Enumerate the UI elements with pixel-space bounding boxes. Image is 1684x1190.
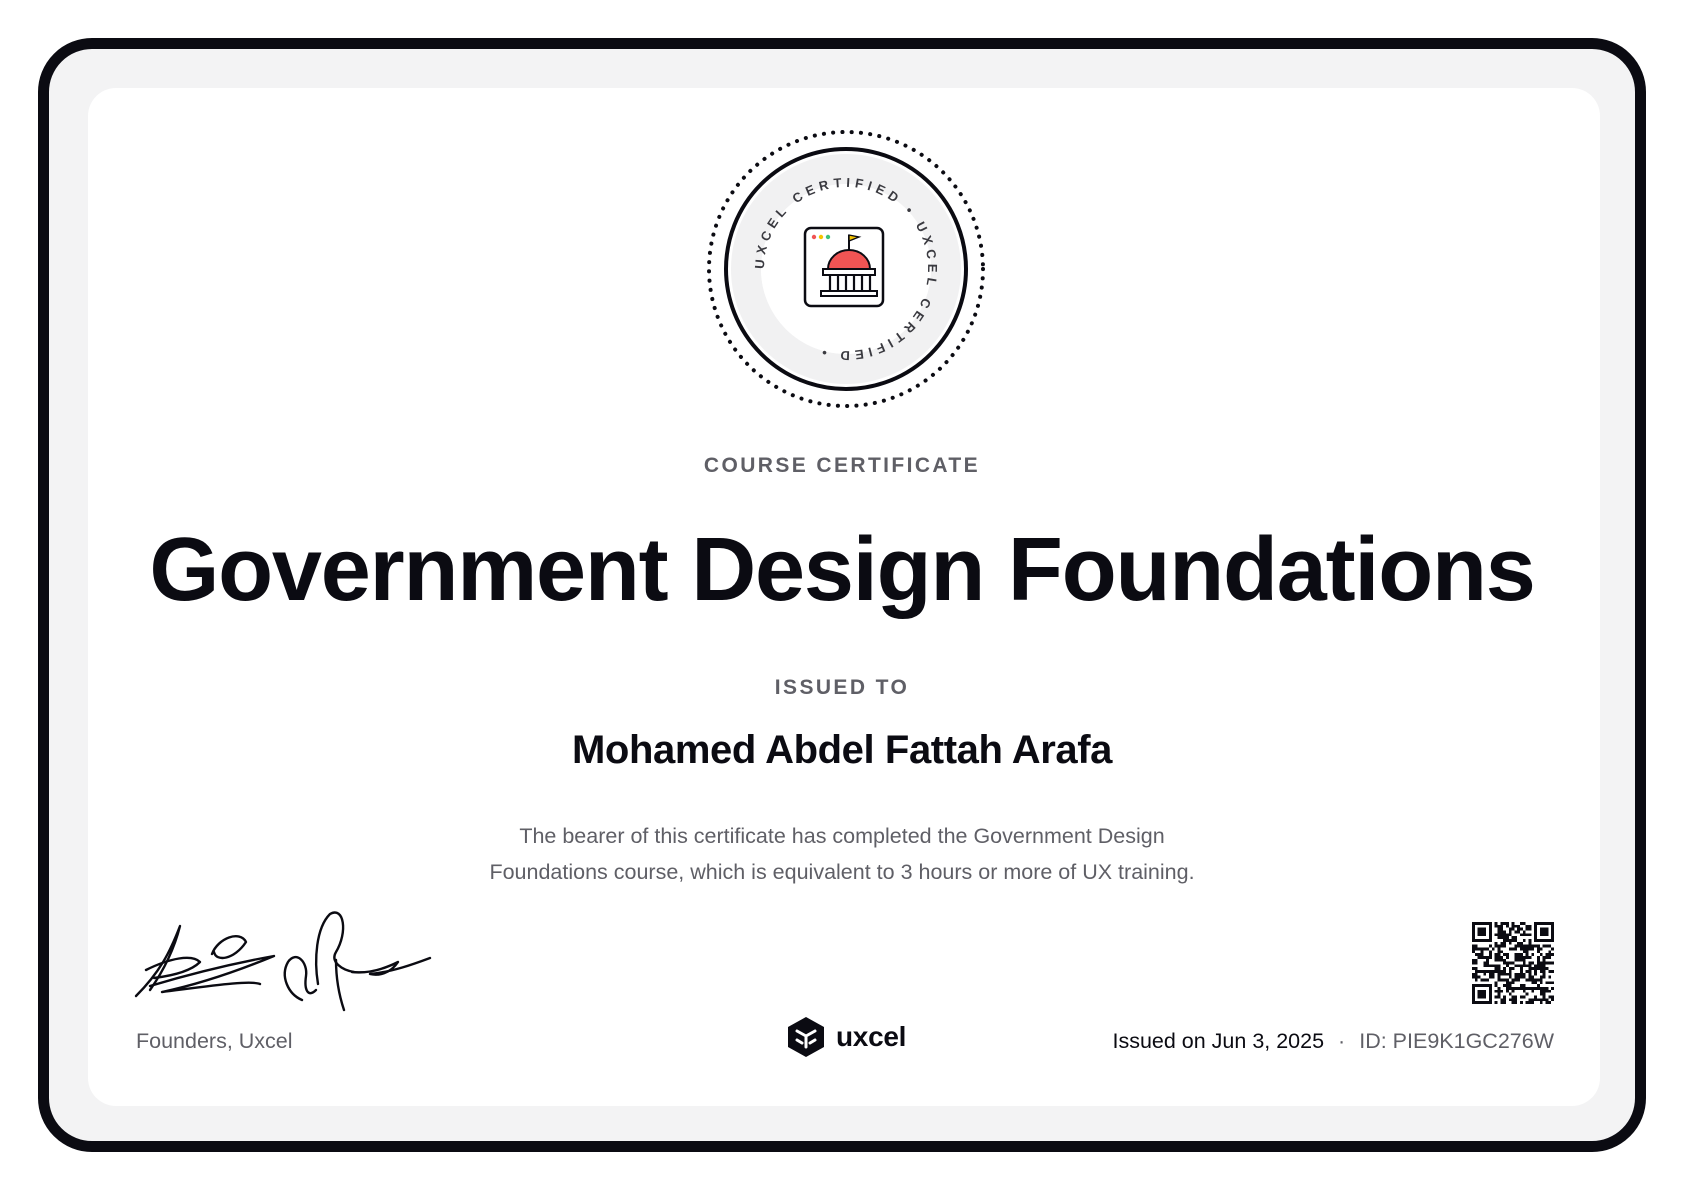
certified-seal-icon [704,127,988,411]
signature-icon [130,900,436,1012]
description-line: Foundations course, which is equivalent to 3 hours or more of UX training. [489,860,1195,884]
course-certificate-eyebrow: COURSE CERTIFICATE [703,454,981,477]
qr-code-icon [1472,922,1554,1004]
recipient-name: Mohamed Abdel Fattah Arafa [571,728,1113,772]
badge-ring-text: UXCEL CERTIFIED • UXCEL CERTIFIED • [751,174,941,364]
brand-name: uxcel [836,1021,907,1052]
uxcel-brand[interactable] [786,1016,906,1058]
certificate-id: ID: PIE9K1GC276W [1359,1029,1554,1053]
description-line: The bearer of this certificate has completed the Government Design [519,824,1165,848]
uxcel-logo-icon [786,1016,826,1058]
government-building-icon [805,228,883,306]
course-title: Government Design Foundations [149,520,1535,620]
verification-qr-code[interactable] [1472,922,1554,1004]
issued-to-label: ISSUED TO [774,676,910,699]
meta-separator: · [1338,1029,1346,1053]
founders-label: Founders, Uxcel [136,1029,293,1053]
issued-on-date: Issued on Jun 3, 2025 [1112,1029,1325,1053]
founders-signature [130,900,436,1012]
issue-meta [1112,1029,1554,1054]
certificate-description [0,818,1684,890]
certified-badge [704,127,988,411]
